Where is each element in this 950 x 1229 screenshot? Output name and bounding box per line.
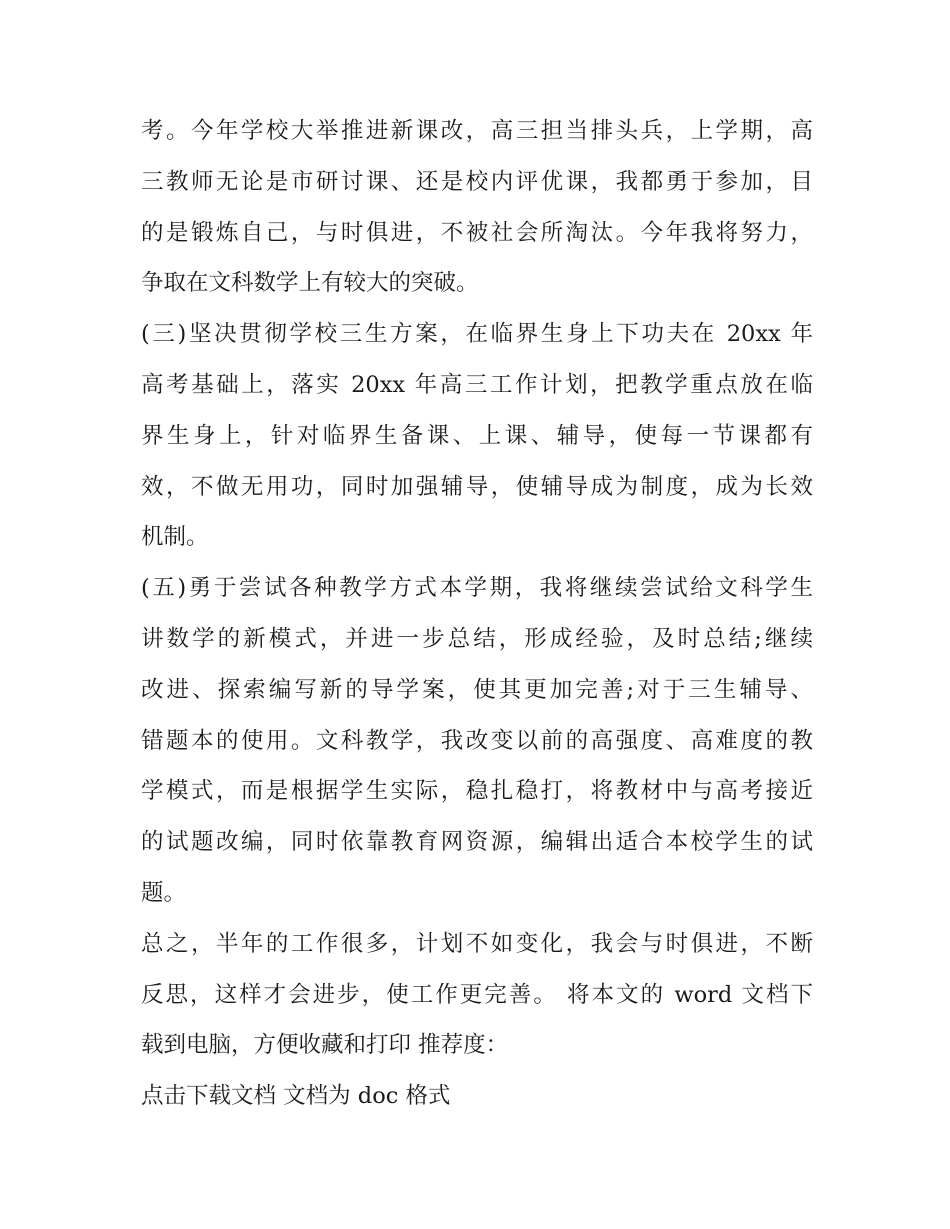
text-line: 机制。 <box>141 524 209 551</box>
text-line: 错题本的使用。文科教学，我改变以前的高强度、高难度的教 <box>141 727 813 754</box>
text-line: 总之，半年的工作很多，计划不如变化，我会与时俱进，不断 <box>141 930 813 957</box>
text-line: (五)勇于尝试各种教学方式本学期，我将继续尝试给文科学生 <box>141 575 813 602</box>
text-line: 争取在文科数学上有较大的突破。 <box>141 270 479 297</box>
text-line: 效，不做无用功，同时加强辅导，使辅导成为制度，成为长效 <box>141 473 813 500</box>
text-line: (三)坚决贯彻学校三生方案，在临界生身上下功夫在 20xx 年 <box>141 321 813 348</box>
text-line: 改进、探索编写新的导学案，使其更加完善;对于三生辅导、 <box>141 676 813 703</box>
text-line: 反思，这样才会进步，使工作更完善。 将本文的 word 文档下 <box>141 981 813 1008</box>
text-line: 的是锻炼自己，与时俱进，不被社会所淘汰。今年我将努力， <box>141 219 813 246</box>
text-line: 学模式，而是根据学生实际，稳扎稳打，将教材中与高考接近 <box>141 778 813 805</box>
text-line: 高考基础上，落实 20xx 年高三工作计划，把教学重点放在临 <box>141 371 813 398</box>
download-link-line[interactable]: 点击下载文档 文档为 doc 格式 <box>141 1083 451 1110</box>
text-line: 载到电脑，方便收藏和打印 推荐度： <box>141 1032 509 1059</box>
text-line: 考。今年学校大举推进新课改，高三担当排头兵，上学期，高 <box>141 118 813 144</box>
text-line: 题。 <box>141 879 187 906</box>
text-line: 的试题改编，同时依靠教育网资源，编辑出适合本校学生的试 <box>141 829 813 856</box>
document-body <box>141 106 813 1122</box>
text-line: 界生身上，针对临界生备课、上课、辅导，使每一节课都有 <box>141 422 813 449</box>
text-line: 讲数学的新模式，并进一步总结，形成经验，及时总结;继续 <box>141 625 813 652</box>
text-line: 三教师无论是市研讨课、还是校内评优课，我都勇于参加，目 <box>141 168 813 195</box>
